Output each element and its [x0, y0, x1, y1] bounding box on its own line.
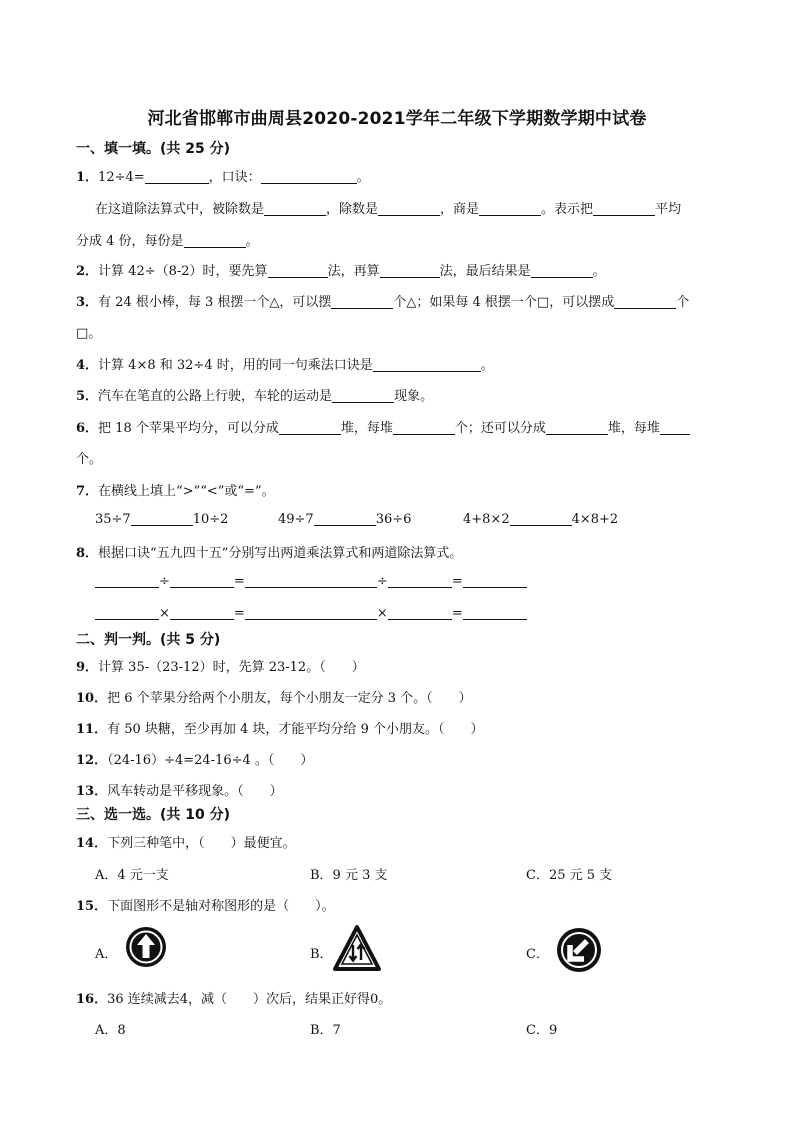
answer-blank[interactable] — [279, 420, 341, 435]
question-number: 3． — [76, 295, 99, 310]
answer-blank[interactable] — [261, 169, 357, 184]
question-8-division-row — [95, 573, 527, 589]
question-number: 8． — [76, 546, 99, 561]
question-11 — [76, 718, 483, 737]
text: 10÷2 — [192, 512, 229, 527]
answer-blank[interactable] — [660, 420, 690, 435]
question-number: 15． — [76, 899, 108, 914]
text: ÷ — [376, 574, 388, 589]
text: 法，最后结果是 — [439, 264, 531, 279]
answer-blank[interactable] — [463, 605, 527, 620]
text: 。 — [592, 264, 606, 279]
text: ，除数是 — [326, 202, 379, 217]
option-a[interactable]: A． — [95, 947, 118, 962]
text: 有 50 块糖，至少再加 4 块，才能平均分给 9 个小朋友。（ ） — [107, 722, 484, 737]
text: 49÷7 — [278, 512, 314, 527]
question-number: 5． — [76, 389, 99, 404]
answer-blank[interactable] — [388, 605, 452, 620]
text: 汽车在笔直的公路上行驶，车轮的运动是 — [98, 389, 333, 404]
question-number: 7． — [76, 484, 99, 499]
text: 计算 35-（23-12）时，先算 23-12。（ ） — [98, 660, 365, 675]
text: = — [233, 606, 245, 621]
answer-blank[interactable] — [531, 263, 593, 278]
question-number: 10． — [76, 691, 108, 706]
section-heading-choose: 三、选一选。(共 10 分) — [76, 807, 231, 823]
question-number: 6． — [76, 421, 99, 436]
text: 在横线上填上“>”“<”或“=”。 — [98, 484, 275, 499]
question-6-line-2: 个。 — [76, 452, 103, 467]
text: 。 — [356, 170, 370, 185]
question-2 — [76, 260, 606, 279]
answer-blank[interactable] — [332, 388, 394, 403]
text: ，口诀： — [208, 170, 261, 185]
answer-blank[interactable] — [95, 605, 159, 620]
answer-blank[interactable] — [145, 169, 209, 184]
answer-blank[interactable] — [314, 511, 376, 526]
answer-blank[interactable] — [378, 201, 440, 216]
text: ，商是 — [440, 202, 480, 217]
text: 下列三种笔中，（ ）最便宜。 — [107, 836, 296, 851]
text: = — [451, 574, 463, 589]
text: 计算 42÷（8-2）时，要先算 — [98, 264, 268, 279]
answer-blank[interactable] — [380, 263, 440, 278]
text: 个；还可以分成 — [454, 421, 546, 436]
question-1-line-2 — [95, 198, 681, 217]
answer-blank[interactable] — [170, 573, 234, 588]
question-number: 14． — [76, 836, 108, 851]
text: 堆，每堆 — [607, 421, 660, 436]
text: × — [376, 606, 388, 621]
option-a[interactable]: A．4 元一支 — [95, 868, 169, 883]
two-way-traffic-warning-icon[interactable] — [332, 924, 382, 972]
answer-blank[interactable] — [268, 263, 328, 278]
text: 。 — [480, 358, 494, 373]
answer-blank[interactable] — [184, 233, 246, 248]
answer-blank[interactable] — [463, 573, 527, 588]
text: 平均 — [655, 202, 682, 217]
section-heading-fill: 一、填一填。(共 25 分) — [76, 141, 231, 157]
text: 根据口诀“五九四十五”分别写出两道乘法算式和两道除法算式。 — [98, 546, 463, 561]
text: 36÷6 — [375, 512, 412, 527]
answer-blank[interactable] — [264, 201, 326, 216]
answer-blank[interactable] — [245, 573, 377, 588]
answer-blank[interactable] — [546, 420, 608, 435]
text: 现象。 — [394, 389, 434, 404]
answer-blank[interactable] — [510, 511, 572, 526]
answer-blank[interactable] — [393, 420, 455, 435]
text: 把 18 个苹果平均分，可以分成 — [98, 421, 279, 436]
question-8-multiplication-row — [95, 605, 527, 621]
option-c[interactable]: C．9 — [526, 1023, 558, 1038]
text: ÷ — [159, 574, 170, 589]
question-7 — [76, 480, 275, 499]
question-10 — [76, 687, 472, 706]
option-b[interactable]: B．9 元 3 支 — [310, 868, 388, 883]
text: 35÷7 — [95, 512, 131, 527]
question-number: 1． — [76, 170, 99, 185]
up-arrow-sign-icon[interactable] — [124, 925, 168, 969]
question-number: 13． — [76, 784, 108, 799]
answer-blank[interactable] — [131, 511, 193, 526]
question-number: 12． — [76, 753, 108, 768]
question-number: 4． — [76, 358, 99, 373]
answer-blank[interactable] — [170, 605, 234, 620]
down-left-arrow-sign-icon[interactable] — [555, 926, 603, 974]
option-c[interactable]: C．25 元 5 支 — [526, 868, 613, 883]
option-b[interactable]: B．7 — [310, 1023, 341, 1038]
text: 堆，每堆 — [340, 421, 393, 436]
section-heading-judge: 二、判一判。(共 5 分) — [76, 632, 221, 648]
question-8 — [76, 542, 462, 561]
text: 。 — [245, 234, 259, 249]
text: = — [451, 606, 463, 621]
question-6-line-1 — [76, 417, 690, 436]
answer-blank[interactable] — [479, 201, 541, 216]
text: 36 连续减去4，减（ ）次后，结果正好得0。 — [107, 992, 392, 1007]
question-15 — [76, 895, 335, 914]
question-1-line-1 — [76, 166, 370, 185]
question-7-expr-2 — [278, 511, 411, 527]
answer-blank[interactable] — [95, 573, 159, 588]
text: 分成 4 份，每份是 — [76, 234, 184, 249]
page-title: 河北省邯郸市曲周县2020-2021学年二年级下学期数学期中试卷 — [147, 109, 647, 129]
answer-blank[interactable] — [593, 201, 655, 216]
question-number: 11． — [76, 722, 108, 737]
question-1-line-3 — [76, 230, 259, 249]
question-9 — [76, 656, 365, 675]
text: 有 24 根小棒，每 3 根摆一个△，可以摆 — [98, 295, 332, 310]
text: 12÷4= — [98, 170, 145, 185]
question-7-expr-3 — [463, 511, 618, 527]
text: 4+8×2 — [463, 512, 510, 527]
text: （24-16）÷4=24-16÷4 。（ ） — [107, 753, 314, 768]
text: 计算 4×8 和 32÷4 时，用的同一句乘法口诀是 — [98, 358, 373, 373]
option-b[interactable]: B． — [310, 947, 333, 962]
text: = — [233, 574, 245, 589]
text: 个 — [676, 295, 690, 310]
answer-blank[interactable] — [331, 294, 393, 309]
text: 把 6 个苹果分给两个小朋友，每个小朋友一定分 3 个。（ ） — [107, 691, 472, 706]
answer-blank[interactable] — [373, 357, 481, 372]
answer-blank[interactable] — [614, 294, 676, 309]
question-number: 9． — [76, 660, 99, 675]
question-3-line-2: □。 — [76, 326, 102, 341]
question-12 — [76, 749, 313, 768]
text: × — [159, 606, 170, 621]
text: 下面图形不是轴对称图形的是（ ）。 — [107, 899, 335, 914]
question-number: 16． — [76, 992, 108, 1007]
question-16 — [76, 988, 391, 1007]
text: 风车转动是平移现象。（ ） — [107, 784, 283, 799]
text: 4×8+2 — [571, 512, 619, 527]
option-a[interactable]: A．8 — [95, 1023, 126, 1038]
question-7-expr-1 — [95, 511, 228, 527]
text: 。表示把 — [541, 202, 594, 217]
question-13 — [76, 780, 283, 799]
text: 在这道除法算式中，被除数是 — [95, 202, 265, 217]
text: 法，再算 — [327, 264, 380, 279]
question-5 — [76, 385, 433, 404]
text: 个△；如果每 4 根摆一个□，可以摆成 — [393, 295, 615, 310]
answer-blank[interactable] — [245, 605, 377, 620]
question-number: 2． — [76, 264, 99, 279]
question-3-line-1 — [76, 291, 689, 310]
answer-blank[interactable] — [388, 573, 452, 588]
question-4 — [76, 354, 494, 373]
option-c[interactable]: C． — [526, 947, 549, 962]
question-14 — [76, 832, 296, 851]
